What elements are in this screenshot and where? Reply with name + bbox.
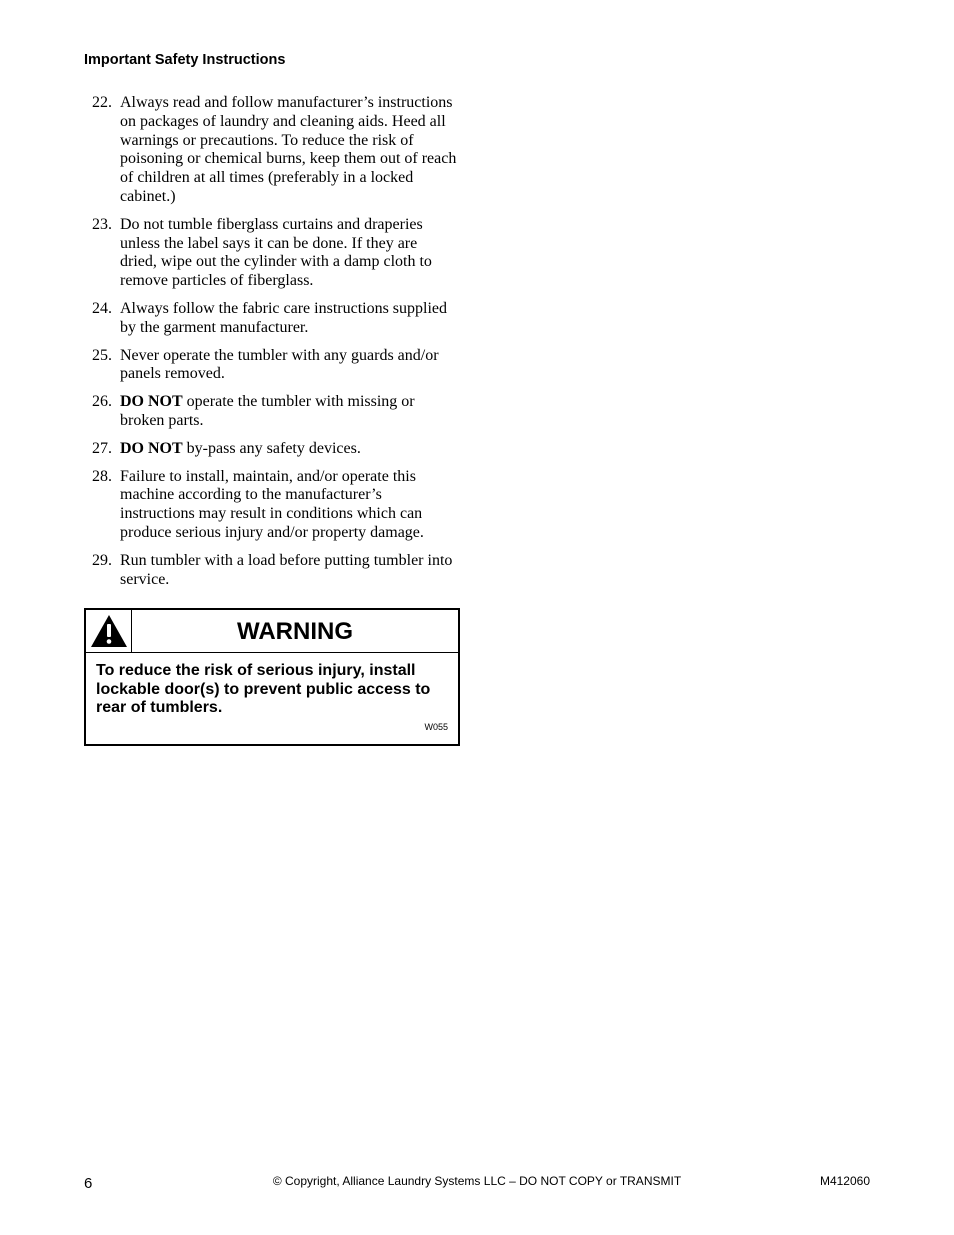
- item-number: 27.: [92, 439, 112, 457]
- item-text: Run tumbler with a load before putting tumbler into service.: [120, 551, 453, 588]
- item-emphasis: DO NOT: [120, 393, 183, 411]
- list-item: [84, 347, 458, 385]
- warning-icon-cell: [86, 610, 132, 652]
- item-number: 29.: [92, 551, 112, 569]
- item-text: Always follow the fabric care instructions supplied by the garment manufacturer.: [120, 299, 448, 336]
- list-item: [84, 216, 458, 291]
- warning-code: W055: [424, 722, 448, 732]
- list-item: [84, 552, 458, 590]
- list-item: [84, 393, 458, 431]
- safety-instructions-list: [84, 94, 458, 598]
- page-header: Important Safety Instructions: [84, 52, 286, 68]
- list-item: [84, 468, 458, 543]
- list-item: [84, 94, 458, 207]
- item-text: operate the tumbler with missing or broken parts.: [120, 393, 415, 429]
- warning-box: [84, 608, 460, 746]
- item-text: by-pass any safety devices.: [182, 439, 361, 457]
- warning-triangle-icon: [90, 614, 128, 648]
- list-item: [84, 440, 458, 459]
- warning-message: To reduce the risk of serious injury, install lockable door(s) to prevent public access to rear of tumblers.: [96, 662, 431, 716]
- item-number: 26.: [92, 393, 112, 411]
- item-number: 23.: [92, 215, 112, 233]
- item-text: Always read and follow manufacturer’s instructions on packages of laundry and cleaning aids. Heed all warnings or precautions. To reduce the risk of poisoning or chemical burns, keep them out of reach of children at all times (preferably in a locked cabinet.): [120, 94, 457, 205]
- item-text: Do not tumble fiberglass curtains and draperies unless the label says it can be done. If they are dried, wipe out the cylinder with a damp cloth to remove particles of fiberglass.: [120, 215, 432, 290]
- page-number: 6: [84, 1175, 93, 1192]
- item-number: 25.: [92, 346, 112, 364]
- warning-title: WARNING: [237, 618, 353, 645]
- copyright-notice: © Copyright, Alliance Laundry Systems LLC – DO NOT COPY or TRANSMIT: [272, 1174, 682, 1188]
- item-text: Never operate the tumbler with any guards and/or panels removed.: [120, 346, 439, 383]
- item-number: 28.: [92, 467, 112, 485]
- item-emphasis: DO NOT: [120, 439, 183, 457]
- warning-header: [86, 610, 458, 653]
- item-number: 22.: [92, 94, 112, 111]
- item-number: 24.: [92, 299, 112, 317]
- list-item: [84, 300, 458, 338]
- item-text: Failure to install, maintain, and/or operate this machine according to the manufacturer’s instructions may result in conditions which can produce serious injury and/or property damage.: [120, 467, 424, 541]
- document-number: M412060: [819, 1174, 870, 1188]
